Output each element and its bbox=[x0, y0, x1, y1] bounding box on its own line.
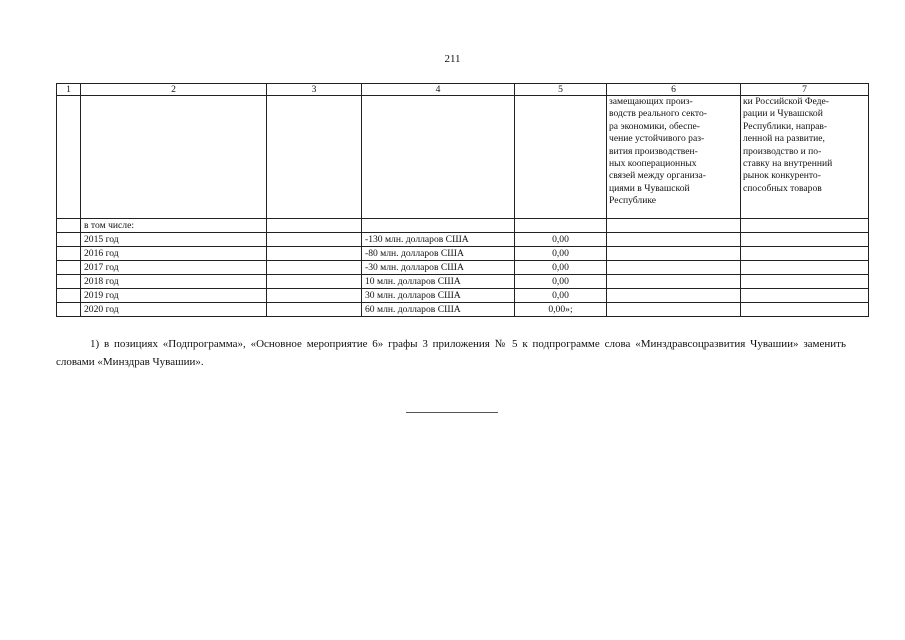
column-6-text bbox=[607, 96, 741, 219]
table-cell bbox=[741, 219, 869, 233]
table-cell bbox=[267, 96, 362, 219]
column-7-text bbox=[741, 96, 869, 219]
table-row bbox=[57, 261, 869, 275]
table-cell bbox=[607, 275, 741, 289]
column-number: 6 bbox=[607, 84, 741, 96]
value-cell: 0,00 bbox=[515, 233, 607, 247]
table-cell bbox=[607, 303, 741, 317]
table-cell bbox=[57, 96, 81, 219]
subheader-row bbox=[57, 219, 869, 233]
table-cell bbox=[741, 261, 869, 275]
text-line: чение устойчивого раз- bbox=[609, 133, 705, 145]
text-line: водств реального секто- bbox=[609, 108, 707, 120]
text-line: рынок конкуренто- bbox=[743, 170, 821, 182]
table-cell bbox=[267, 275, 362, 289]
year-cell: 2018 год bbox=[81, 275, 267, 289]
year-cell: 2016 год bbox=[81, 247, 267, 261]
target-cell: -30 млн. долларов США bbox=[362, 261, 515, 275]
column-number: 1 bbox=[57, 84, 81, 96]
year-cell: 2020 год bbox=[81, 303, 267, 317]
content-row bbox=[57, 96, 869, 219]
column-number: 5 bbox=[515, 84, 607, 96]
year-cell: 2015 год bbox=[81, 233, 267, 247]
table-cell bbox=[607, 233, 741, 247]
text-line: ленной на развитие, bbox=[743, 133, 825, 145]
table-cell bbox=[515, 219, 607, 233]
table-cell bbox=[267, 289, 362, 303]
table-cell bbox=[741, 275, 869, 289]
text-line: вития производствен- bbox=[609, 145, 698, 157]
table-row bbox=[57, 303, 869, 317]
value-cell: 0,00 bbox=[515, 261, 607, 275]
table-row bbox=[57, 289, 869, 303]
data-table bbox=[56, 83, 869, 317]
text-line: ки Российской Феде- bbox=[743, 96, 829, 107]
target-cell: 60 млн. долларов США bbox=[362, 303, 515, 317]
column-number-row bbox=[57, 84, 869, 96]
text-line: ставку на внутренний bbox=[743, 158, 833, 170]
value-cell: 0,00 bbox=[515, 275, 607, 289]
table-cell bbox=[741, 233, 869, 247]
text-line: связей между организа- bbox=[609, 170, 706, 182]
amendment-paragraph: 1) в позициях «Подпрограмма», «Основное мероприятие 6» графы 3 приложения № 5 к подпрограмме слова «Минздравсоцразвития Чувашии» заменить словами «Минздрав Чувашии». bbox=[56, 338, 846, 368]
table-cell bbox=[57, 275, 81, 289]
year-cell: 2017 год bbox=[81, 261, 267, 275]
table-row bbox=[57, 247, 869, 261]
text-line: способных товаров bbox=[743, 182, 822, 194]
table-cell bbox=[57, 261, 81, 275]
text-line: производство и по- bbox=[743, 145, 822, 157]
table-cell bbox=[267, 261, 362, 275]
table-cell bbox=[362, 219, 515, 233]
target-cell: -80 млн. долларов США bbox=[362, 247, 515, 261]
table-cell bbox=[607, 219, 741, 233]
table-cell bbox=[81, 96, 267, 219]
table-cell bbox=[57, 289, 81, 303]
target-cell: 30 млн. долларов США bbox=[362, 289, 515, 303]
table-cell bbox=[741, 303, 869, 317]
page-number: 211 bbox=[444, 53, 461, 65]
column-number: 4 bbox=[362, 84, 515, 96]
text-line: Республики, направ- bbox=[743, 120, 828, 132]
text-line: циями в Чувашской bbox=[609, 182, 690, 194]
table-cell bbox=[267, 303, 362, 317]
column-number: 7 bbox=[741, 84, 869, 96]
table-cell bbox=[362, 96, 515, 219]
separator-line bbox=[406, 412, 498, 413]
text-line: Республике bbox=[609, 195, 657, 207]
table-cell bbox=[607, 289, 741, 303]
text-line: ра экономики, обеспе- bbox=[609, 120, 700, 132]
table-cell bbox=[267, 219, 362, 233]
value-cell: 0,00 bbox=[515, 247, 607, 261]
table-cell bbox=[741, 247, 869, 261]
table-cell bbox=[57, 247, 81, 261]
table-cell bbox=[607, 261, 741, 275]
table-cell bbox=[741, 289, 869, 303]
table-cell bbox=[57, 303, 81, 317]
value-cell: 0,00 bbox=[515, 289, 607, 303]
table-cell bbox=[57, 219, 81, 233]
year-cell: 2019 год bbox=[81, 289, 267, 303]
subheader-label: в том числе: bbox=[81, 219, 267, 233]
text-line: ных кооперационных bbox=[609, 158, 697, 170]
target-cell: -130 млн. долларов США bbox=[362, 233, 515, 247]
table-cell bbox=[267, 233, 362, 247]
target-cell: 10 млн. долларов США bbox=[362, 275, 515, 289]
text-line: рации и Чувашской bbox=[743, 108, 823, 120]
table-row bbox=[57, 275, 869, 289]
column-number: 3 bbox=[267, 84, 362, 96]
column-number: 2 bbox=[81, 84, 267, 96]
table-cell bbox=[607, 247, 741, 261]
table-cell bbox=[267, 247, 362, 261]
table-cell bbox=[515, 96, 607, 219]
text-line: замещающих произ- bbox=[609, 96, 693, 107]
value-cell: 0,00»; bbox=[515, 303, 607, 317]
table-cell bbox=[57, 233, 81, 247]
table-row bbox=[57, 233, 869, 247]
